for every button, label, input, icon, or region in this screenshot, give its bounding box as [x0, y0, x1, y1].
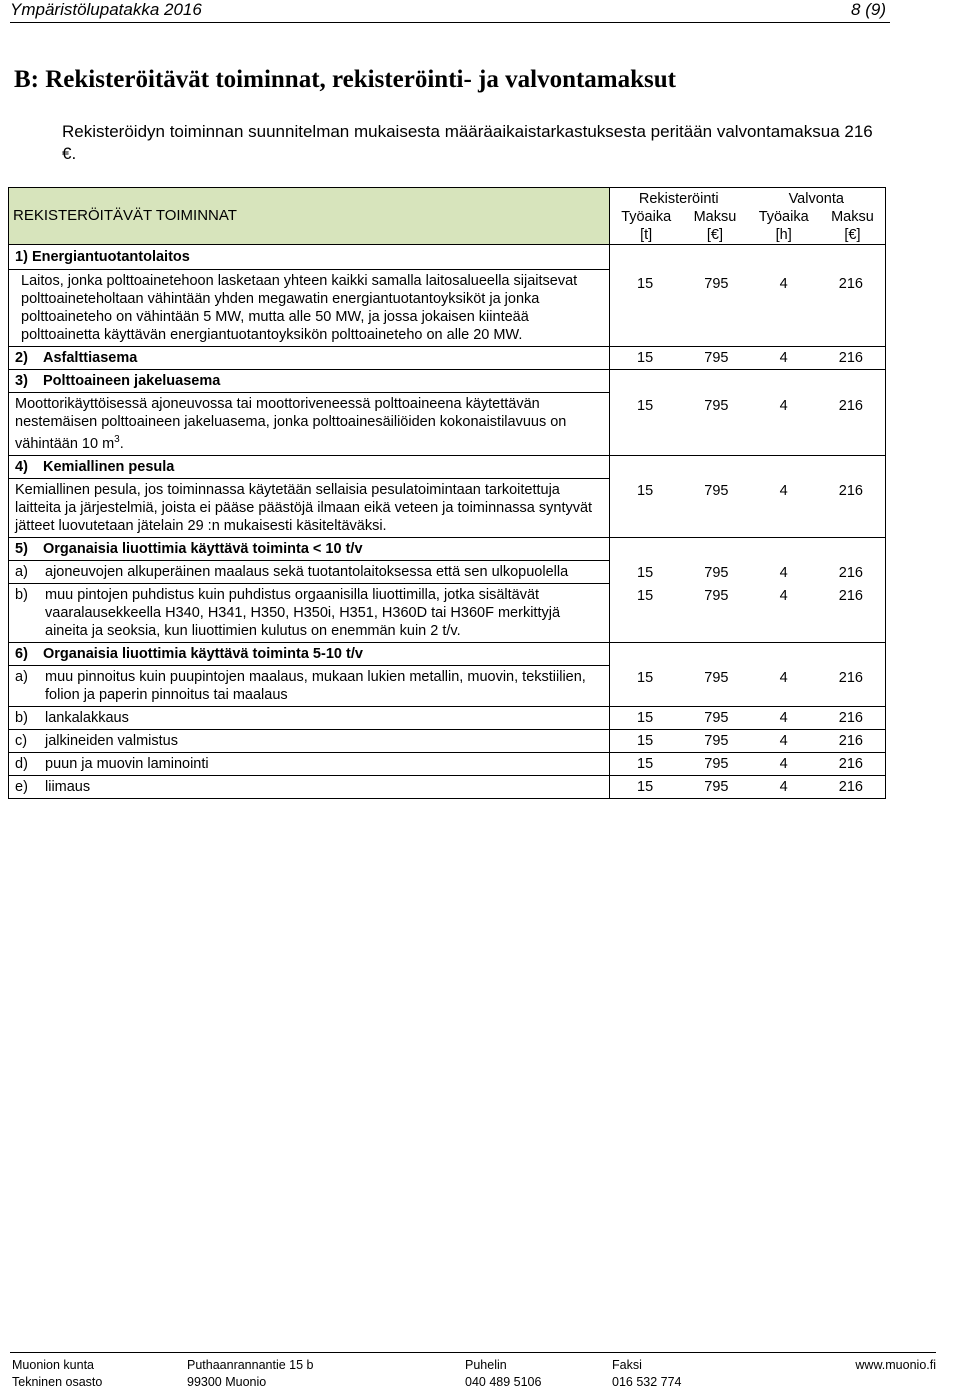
section-title-text: Kemiallinen pesula [43, 458, 175, 475]
val-fee-label: Maksu [831, 209, 874, 225]
footer-street: Puthaanrannantie 15 b [187, 1358, 314, 1372]
section-title: B: Rekisteröitävät toiminnat, rekisteröinti- ja valvontamaksut [14, 66, 676, 93]
reg-fee-value: 795 [704, 755, 729, 772]
val-worktime-unit: [h] [775, 227, 792, 243]
val-worktime-value: 4 [779, 670, 788, 687]
table-row [9, 775, 886, 798]
footer-org [12, 1358, 102, 1389]
section-1-description: Laitos, jonka polttoainetehoon lasketaan yhteen kaikki samalla laitosalueella sijaitsevat polttoaineteholtaan vähintään yhden megawatin energiantuotantoyksiköt ja jonka polttoaineteho on vähintään 5 MW, mutta alle 50 MW, ja jossa jokaisen kiinteää polttoainetta käyttävän energiantuotantoyksikön polttoaineteho on alle 20 MW. [9, 270, 610, 347]
reg-worktime-value: 15 [637, 350, 654, 366]
val-worktime-value: 4 [779, 709, 788, 726]
reg-fee-value: 795 [704, 350, 729, 366]
footer-address [187, 1358, 314, 1389]
reg-worktime-header [621, 208, 671, 244]
section-3-description [9, 393, 610, 456]
fee-values [610, 665, 885, 687]
section-number: 5) [15, 540, 28, 557]
section-3-title [9, 370, 610, 393]
section-5b [9, 583, 610, 642]
footer-fax-number: 016 532 774 [612, 1375, 682, 1389]
fee-values [610, 270, 885, 293]
section-number: 4) [15, 458, 28, 475]
section-4-description: Kemiallinen pesula, jos toiminnassa käytetään sellaisia pesulatoimintaan tarkoitettuja laitteita ja järjestelmiä, joista ei pääse päästöjä ilmaan eikä veteen ja toiminnassa syntyvät jätteet luovutetaan jätelain 29 :n mukaisesti käsiteltäväksi. [9, 478, 610, 537]
val-fee-value: 216 [838, 565, 863, 582]
val-fee-unit: [€] [844, 227, 861, 243]
item-letter: b) [15, 586, 28, 603]
reg-fee-value: 795 [704, 709, 729, 726]
item-letter: a) [15, 668, 28, 685]
section-row [9, 537, 886, 560]
footer-website[interactable]: www.muonio.fi [855, 1358, 936, 1372]
item-letter: d) [15, 755, 28, 772]
table-header-row [9, 188, 886, 245]
reg-fee-value: 795 [704, 732, 729, 749]
fee-table [8, 187, 886, 799]
section-title-text: Organaisia liuottimia käyttävä toiminta < 10 t/v [43, 540, 363, 557]
item-letter: e) [15, 778, 28, 795]
val-fee-value: 216 [838, 397, 863, 414]
item-text: puun ja muovin laminointi [45, 755, 209, 772]
footer-fax-label: Faksi [612, 1358, 642, 1372]
val-worktime-value: 4 [779, 483, 788, 500]
reg-worktime-value: 15 [637, 670, 654, 687]
table-row [9, 583, 886, 642]
intro-paragraph: Rekisteröidyn toiminnan suunnitelman mukaisesta määräaikaistarkastuksesta peritään valvontamaksua 216 €. [62, 122, 873, 163]
section-6a [9, 665, 610, 706]
registration-header: Rekisteröinti [638, 191, 719, 207]
footer-phone-label: Puhelin [465, 1358, 507, 1372]
table-row [9, 478, 886, 537]
reg-worktime-value: 15 [637, 732, 654, 749]
val-fee-value: 216 [838, 350, 863, 366]
section-5a [9, 560, 610, 583]
section-title-text: Energiantuotantolaitos [31, 249, 190, 265]
val-worktime-value: 4 [779, 732, 788, 749]
val-worktime-value: 4 [779, 275, 788, 292]
table-row [9, 752, 886, 775]
val-worktime-value: 4 [779, 755, 788, 772]
reg-worktime-value: 15 [637, 778, 654, 795]
table-header-label [9, 188, 610, 245]
header-label-text: REKISTERÖITÄVÄT TOIMINNAT [13, 207, 237, 224]
item-letter: b) [15, 709, 28, 726]
table-row [9, 393, 886, 456]
val-fee-value: 216 [838, 732, 863, 749]
val-worktime-value: 4 [779, 588, 788, 605]
reg-fee-value: 795 [704, 275, 729, 292]
val-worktime-label: Työaika [758, 209, 809, 225]
val-fee-value: 216 [838, 483, 863, 500]
item-letter: c) [15, 732, 28, 749]
reg-worktime-unit: [t] [640, 227, 653, 243]
val-fee-value: 216 [838, 588, 863, 605]
fee-values [610, 707, 885, 727]
reg-worktime-value: 15 [637, 588, 654, 605]
val-fee-value: 216 [838, 670, 863, 687]
section-6c [9, 729, 610, 752]
section-number: 6) [15, 645, 28, 662]
val-fee-value: 216 [838, 778, 863, 795]
header-divider [10, 22, 890, 23]
description-text: Moottorikäyttöisessä ajoneuvossa tai moottoriveneessä polttoaineena käytettävän nestemäisen polttoaineen jakeluasema, jonka polttoainesäiliöiden kokonaistilavuus on vähintään 10 m [15, 396, 567, 452]
section-2-title [9, 347, 610, 370]
section-6d [9, 752, 610, 775]
section-title-text: Polttoaineen jakeluasema [43, 373, 221, 389]
section-number: 1) [15, 249, 28, 265]
fee-values [610, 776, 885, 796]
val-worktime-value: 4 [779, 778, 788, 795]
reg-fee-value: 795 [704, 778, 729, 795]
section-4-title [9, 455, 610, 478]
reg-fee-header [694, 208, 737, 244]
fee-values [610, 560, 885, 582]
footer-divider [10, 1352, 936, 1353]
table-row [9, 665, 886, 706]
table-row [9, 560, 886, 583]
table-row [9, 270, 886, 347]
reg-worktime-value: 15 [637, 483, 654, 500]
val-worktime-header [759, 208, 809, 244]
section-row [9, 245, 886, 270]
val-fee-header [831, 208, 874, 244]
reg-fee-value: 795 [704, 670, 729, 687]
reg-fee-value: 795 [704, 588, 729, 605]
fee-values [610, 583, 885, 605]
reg-fee-value: 795 [704, 483, 729, 500]
superscript: 3 [114, 434, 120, 445]
section-title-text: Organaisia liuottimia käyttävä toiminta 5-10 t/v [43, 645, 363, 662]
item-letter: a) [15, 563, 28, 580]
page-footer [10, 1352, 936, 1389]
reg-worktime-value: 15 [637, 709, 654, 726]
reg-fee-value: 795 [704, 565, 729, 582]
footer-fax [612, 1358, 682, 1389]
val-fee-value: 216 [838, 709, 863, 726]
header-document-title: Ympäristölupatakka 2016 [10, 0, 202, 19]
val-worktime-value: 4 [779, 397, 788, 414]
table-row [9, 706, 886, 729]
section-title-text: Asfalttiasema [43, 350, 138, 366]
reg-worktime-value: 15 [637, 397, 654, 414]
val-worktime-value: 4 [779, 350, 788, 366]
footer-postal: 99300 Muonio [187, 1375, 267, 1389]
section-row [9, 455, 886, 478]
val-fee-value: 216 [838, 755, 863, 772]
section-row [9, 370, 886, 393]
reg-worktime-label: Työaika [621, 209, 672, 225]
footer-phone-number: 040 489 5106 [465, 1375, 542, 1389]
header-page-number: 8 (9) [851, 0, 886, 19]
fee-values [610, 347, 885, 367]
description-end: . [119, 435, 124, 452]
fee-values [610, 753, 885, 773]
table-row [9, 347, 886, 370]
footer-org-name: Muonion kunta [12, 1358, 95, 1372]
section-row [9, 642, 886, 665]
fee-values [610, 730, 885, 750]
section-number: 3) [15, 373, 28, 389]
item-text: liimaus [45, 778, 91, 795]
reg-worktime-value: 15 [637, 565, 654, 582]
item-text: muu pinnoitus kuin puupintojen maalaus, mukaan lukien metallin, muovin, tekstiilien, folion ja paperin pinnoitus tai maalaus [45, 668, 586, 703]
table-row [9, 729, 886, 752]
item-text: jalkineiden valmistus [45, 732, 178, 749]
fee-values [610, 478, 885, 500]
reg-worktime-value: 15 [637, 275, 654, 292]
item-text: muu pintojen puhdistus kuin puhdistus orgaanisilla liuottimilla, jotka sisältävät vaaralausekkeella H340, H341, H350, H350i, H351, H360D tai H360F merkittyjä aineita ja seoksia, kun liuottimien kulutus on enemmän kuin 2 t/v. [45, 586, 561, 639]
footer-department: Tekninen osasto [12, 1375, 103, 1389]
val-fee-value: 216 [838, 275, 863, 292]
section-number: 2) [15, 350, 28, 366]
section-6b [9, 706, 610, 729]
val-worktime-value: 4 [779, 565, 788, 582]
section-1-title [9, 245, 610, 270]
supervision-header: Valvonta [788, 191, 844, 207]
item-text: lankalakkaus [45, 709, 129, 726]
section-6e [9, 775, 610, 798]
reg-fee-value: 795 [704, 397, 729, 414]
reg-fee-unit: [€] [706, 227, 723, 243]
section-5-title [9, 537, 610, 560]
reg-worktime-value: 15 [637, 755, 654, 772]
footer-phone [465, 1358, 541, 1389]
reg-fee-label: Maksu [693, 209, 737, 225]
fee-values [610, 393, 885, 415]
item-text: ajoneuvojen alkuperäinen maalaus sekä tuotantolaitoksessa että sen ulkopuolella [45, 563, 569, 580]
section-6-title [9, 642, 610, 665]
